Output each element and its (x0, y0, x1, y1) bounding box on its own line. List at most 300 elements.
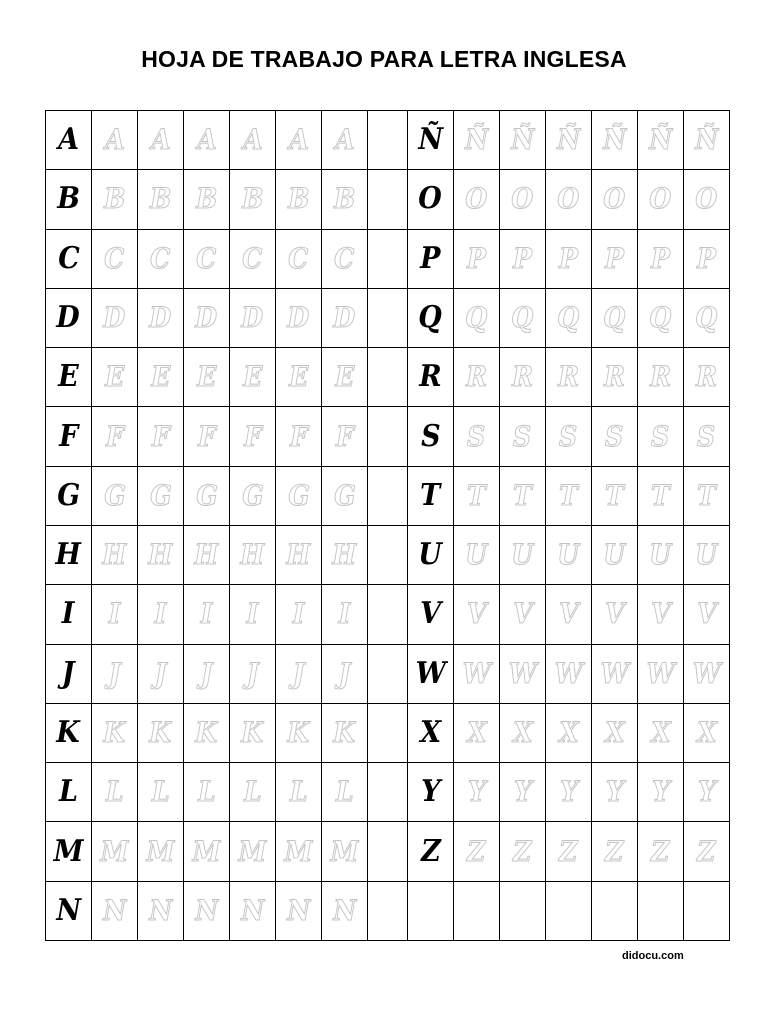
trace-cell (92, 525, 138, 584)
trace-letter: P (651, 241, 670, 275)
trace-cell (454, 407, 500, 466)
trace-cell (276, 466, 322, 525)
trace-cell (684, 111, 730, 170)
trace-letter: H (194, 538, 219, 572)
trace-cell (276, 407, 322, 466)
trace-letter: Z (467, 834, 486, 868)
trace-cell (592, 466, 638, 525)
model-cell (46, 288, 92, 347)
trace-letter: T (651, 478, 670, 512)
practice-cell[interactable] (368, 763, 408, 822)
trace-letter: N (332, 893, 357, 927)
trace-cell (138, 407, 184, 466)
trace-letter: Y (467, 775, 486, 809)
trace-cell (138, 348, 184, 407)
trace-cell (500, 288, 546, 347)
trace-letter: H (240, 538, 265, 572)
trace-cell (592, 229, 638, 288)
trace-cell (592, 703, 638, 762)
trace-letter: J (292, 656, 305, 690)
trace-letter: G (333, 478, 356, 512)
trace-letter: X (696, 715, 717, 749)
trace-letter: L (335, 775, 354, 809)
model-cell (46, 229, 92, 288)
trace-letter: Y (605, 775, 624, 809)
practice-cell[interactable] (368, 348, 408, 407)
trace-letter: P (559, 241, 578, 275)
trace-letter: B (287, 182, 310, 216)
model-cell (408, 111, 454, 170)
model-cell (46, 170, 92, 229)
trace-cell (184, 881, 230, 940)
trace-letter: E (334, 360, 355, 394)
trace-letter: X (650, 715, 671, 749)
letter-grid (45, 110, 730, 941)
empty-cell[interactable] (546, 881, 592, 940)
trace-cell (592, 348, 638, 407)
model-letter: V (420, 596, 441, 632)
trace-cell (638, 525, 684, 584)
trace-letter: F (243, 419, 262, 453)
trace-cell (454, 111, 500, 170)
trace-cell (500, 348, 546, 407)
trace-letter: S (467, 419, 486, 453)
trace-cell (546, 170, 592, 229)
trace-letter: E (104, 360, 125, 394)
trace-cell (500, 111, 546, 170)
practice-cell[interactable] (368, 170, 408, 229)
model-letter: H (55, 537, 82, 573)
trace-letter: G (195, 478, 218, 512)
trace-cell (184, 585, 230, 644)
trace-letter: U (649, 538, 672, 572)
trace-letter: K (241, 715, 264, 749)
trace-cell (638, 466, 684, 525)
trace-cell (546, 822, 592, 881)
trace-cell (500, 763, 546, 822)
trace-letter: L (197, 775, 216, 809)
trace-cell (592, 763, 638, 822)
trace-cell (184, 822, 230, 881)
trace-letter: V (466, 597, 487, 631)
trace-letter: U (695, 538, 718, 572)
trace-cell (138, 229, 184, 288)
trace-cell (592, 170, 638, 229)
trace-letter: N (148, 893, 173, 927)
trace-cell (684, 763, 730, 822)
trace-cell (276, 703, 322, 762)
model-letter: N (56, 892, 81, 928)
trace-cell (92, 822, 138, 881)
practice-cell[interactable] (368, 229, 408, 288)
trace-cell (184, 348, 230, 407)
model-cell (408, 822, 454, 881)
trace-cell (230, 466, 276, 525)
trace-letter: N (194, 893, 219, 927)
trace-letter: A (288, 123, 309, 157)
trace-letter: D (149, 300, 172, 334)
trace-letter: A (104, 123, 125, 157)
trace-cell (684, 288, 730, 347)
grid-row (46, 466, 730, 525)
practice-cell[interactable] (368, 644, 408, 703)
trace-letter: E (242, 360, 263, 394)
trace-cell (92, 170, 138, 229)
trace-cell (684, 822, 730, 881)
trace-cell (684, 229, 730, 288)
trace-letter: V (696, 597, 717, 631)
trace-letter: Z (697, 834, 716, 868)
trace-cell (138, 111, 184, 170)
trace-letter: W (646, 656, 675, 690)
trace-cell (138, 585, 184, 644)
trace-cell (454, 229, 500, 288)
trace-letter: L (289, 775, 308, 809)
model-cell (408, 703, 454, 762)
trace-cell (500, 703, 546, 762)
trace-cell (230, 229, 276, 288)
grid-row (46, 644, 730, 703)
trace-cell (546, 763, 592, 822)
trace-letter: D (103, 300, 126, 334)
trace-cell (276, 111, 322, 170)
trace-letter: Q (465, 300, 488, 334)
practice-cell[interactable] (368, 407, 408, 466)
model-letter: Ñ (418, 122, 443, 158)
trace-cell (684, 466, 730, 525)
trace-letter: H (332, 538, 357, 572)
model-cell (408, 585, 454, 644)
trace-letter: W (600, 656, 629, 690)
trace-letter: N (286, 893, 311, 927)
grid-row (46, 407, 730, 466)
trace-letter: T (605, 478, 624, 512)
empty-cell[interactable] (500, 881, 546, 940)
grid-row (46, 288, 730, 347)
trace-cell (276, 170, 322, 229)
trace-letter: S (513, 419, 532, 453)
practice-cell[interactable] (368, 525, 408, 584)
trace-letter: B (103, 182, 126, 216)
model-letter: U (418, 537, 443, 573)
model-letter: K (56, 714, 81, 750)
empty-cell[interactable] (638, 881, 684, 940)
grid-row (46, 111, 730, 170)
trace-letter: Y (697, 775, 716, 809)
trace-letter: C (196, 241, 217, 275)
trace-cell (322, 229, 368, 288)
practice-cell[interactable] (368, 288, 408, 347)
trace-cell (454, 348, 500, 407)
trace-letter: W (508, 656, 537, 690)
trace-cell (500, 822, 546, 881)
trace-cell (184, 703, 230, 762)
trace-cell (138, 288, 184, 347)
trace-letter: E (288, 360, 309, 394)
trace-cell (92, 703, 138, 762)
trace-letter: T (697, 478, 716, 512)
trace-letter: Ñ (464, 123, 489, 157)
trace-letter: Z (651, 834, 670, 868)
trace-letter: F (151, 419, 170, 453)
trace-cell (230, 644, 276, 703)
trace-cell (638, 644, 684, 703)
trace-letter: M (192, 834, 221, 868)
model-cell (46, 111, 92, 170)
trace-letter: X (558, 715, 579, 749)
trace-cell (638, 288, 684, 347)
trace-letter: U (465, 538, 488, 572)
trace-cell (230, 703, 276, 762)
trace-letter: W (462, 656, 491, 690)
trace-cell (500, 407, 546, 466)
model-cell (408, 348, 454, 407)
trace-cell (546, 525, 592, 584)
trace-letter: S (559, 419, 578, 453)
trace-cell (638, 170, 684, 229)
trace-letter: V (604, 597, 625, 631)
practice-cell[interactable] (368, 466, 408, 525)
trace-letter: C (334, 241, 355, 275)
trace-cell (92, 763, 138, 822)
trace-letter: T (467, 478, 486, 512)
trace-letter: M (284, 834, 313, 868)
trace-cell (92, 229, 138, 288)
trace-cell (592, 644, 638, 703)
trace-cell (638, 348, 684, 407)
trace-cell (230, 170, 276, 229)
trace-letter: M (146, 834, 175, 868)
trace-cell (638, 111, 684, 170)
grid-row (46, 348, 730, 407)
trace-cell (230, 822, 276, 881)
trace-letter: Ñ (556, 123, 581, 157)
model-cell (408, 288, 454, 347)
model-letter: Y (420, 774, 441, 810)
trace-letter: M (330, 834, 359, 868)
trace-cell (92, 585, 138, 644)
trace-letter: P (605, 241, 624, 275)
model-cell (408, 466, 454, 525)
model-cell (46, 407, 92, 466)
trace-cell (638, 822, 684, 881)
trace-cell (184, 288, 230, 347)
trace-letter: I (246, 597, 259, 631)
trace-letter: R (466, 360, 487, 394)
trace-letter: I (338, 597, 351, 631)
model-cell (46, 644, 92, 703)
empty-cell[interactable] (684, 881, 730, 940)
model-cell (46, 585, 92, 644)
trace-cell (322, 644, 368, 703)
worksheet-title: HOJA DE TRABAJO PARA LETRA INGLESA (141, 46, 627, 72)
trace-letter: A (196, 123, 217, 157)
grid-row (46, 822, 730, 881)
trace-letter: X (466, 715, 487, 749)
trace-cell (322, 525, 368, 584)
trace-letter: U (603, 538, 626, 572)
trace-cell (276, 763, 322, 822)
model-letter: W (415, 655, 446, 691)
grid-row (46, 881, 730, 940)
trace-letter: Ñ (510, 123, 535, 157)
trace-letter: V (650, 597, 671, 631)
trace-cell (322, 407, 368, 466)
trace-cell (276, 881, 322, 940)
trace-cell (138, 822, 184, 881)
trace-letter: J (338, 656, 351, 690)
trace-cell (638, 407, 684, 466)
trace-letter: O (557, 182, 580, 216)
trace-cell (592, 822, 638, 881)
trace-letter: R (696, 360, 717, 394)
trace-letter: M (100, 834, 129, 868)
model-letter: O (418, 181, 443, 217)
trace-letter: J (154, 656, 167, 690)
trace-letter: Z (559, 834, 578, 868)
practice-cell[interactable] (368, 703, 408, 762)
trace-cell (454, 288, 500, 347)
trace-letter: G (149, 478, 172, 512)
trace-letter: J (246, 656, 259, 690)
trace-cell (184, 763, 230, 822)
trace-letter: T (559, 478, 578, 512)
trace-letter: D (287, 300, 310, 334)
model-letter: G (56, 477, 81, 513)
trace-letter: H (148, 538, 173, 572)
model-letter: I (62, 596, 75, 632)
trace-letter: R (650, 360, 671, 394)
trace-cell (454, 170, 500, 229)
model-cell (408, 229, 454, 288)
trace-letter: Q (557, 300, 580, 334)
trace-cell (276, 644, 322, 703)
trace-cell (322, 822, 368, 881)
trace-letter: Y (651, 775, 670, 809)
trace-letter: Ñ (648, 123, 673, 157)
trace-letter: U (557, 538, 580, 572)
trace-cell (592, 111, 638, 170)
trace-cell (500, 466, 546, 525)
model-cell (46, 881, 92, 940)
model-letter: A (58, 122, 79, 158)
practice-cell[interactable] (368, 111, 408, 170)
trace-letter: R (512, 360, 533, 394)
model-letter: M (53, 833, 84, 869)
trace-letter: B (195, 182, 218, 216)
trace-letter: Q (649, 300, 672, 334)
model-letter: X (420, 714, 441, 750)
model-cell (46, 822, 92, 881)
model-cell (46, 348, 92, 407)
trace-cell (230, 881, 276, 940)
trace-cell (546, 703, 592, 762)
trace-cell (138, 644, 184, 703)
trace-cell (138, 466, 184, 525)
model-letter: R (419, 359, 442, 395)
trace-cell (454, 466, 500, 525)
trace-cell (138, 525, 184, 584)
trace-cell (184, 407, 230, 466)
trace-cell (230, 525, 276, 584)
trace-letter: A (150, 123, 171, 157)
trace-cell (230, 585, 276, 644)
trace-cell (592, 288, 638, 347)
model-letter: C (57, 240, 80, 276)
trace-letter: R (604, 360, 625, 394)
trace-cell (546, 644, 592, 703)
trace-letter: X (512, 715, 533, 749)
trace-cell (322, 288, 368, 347)
trace-letter: G (287, 478, 310, 512)
footer-watermark: didocu.com (622, 950, 684, 962)
trace-letter: K (103, 715, 126, 749)
trace-letter: V (558, 597, 579, 631)
trace-cell (684, 407, 730, 466)
trace-cell (92, 644, 138, 703)
trace-cell (92, 881, 138, 940)
trace-letter: G (241, 478, 264, 512)
trace-cell (322, 170, 368, 229)
model-letter: T (420, 477, 441, 513)
trace-letter: A (242, 123, 263, 157)
trace-letter: W (692, 656, 721, 690)
model-cell (408, 644, 454, 703)
trace-cell (230, 407, 276, 466)
trace-cell (638, 585, 684, 644)
trace-letter: E (196, 360, 217, 394)
trace-letter: P (513, 241, 532, 275)
trace-cell (454, 585, 500, 644)
empty-cell[interactable] (454, 881, 500, 940)
trace-letter: D (241, 300, 264, 334)
trace-cell (454, 525, 500, 584)
trace-letter: S (651, 419, 670, 453)
trace-cell (184, 644, 230, 703)
model-cell (46, 466, 92, 525)
trace-cell (454, 763, 500, 822)
trace-cell (684, 348, 730, 407)
trace-cell (500, 585, 546, 644)
trace-cell (546, 585, 592, 644)
trace-letter: T (513, 478, 532, 512)
trace-letter: C (288, 241, 309, 275)
grid-row (46, 585, 730, 644)
trace-cell (546, 348, 592, 407)
grid-row (46, 229, 730, 288)
trace-cell (500, 170, 546, 229)
empty-cell[interactable] (408, 881, 454, 940)
trace-cell (684, 525, 730, 584)
empty-cell[interactable] (592, 881, 638, 940)
practice-cell[interactable] (368, 585, 408, 644)
trace-letter: N (240, 893, 265, 927)
trace-cell (184, 525, 230, 584)
trace-letter: K (195, 715, 218, 749)
practice-cell[interactable] (368, 822, 408, 881)
trace-letter: Y (513, 775, 532, 809)
grid-row (46, 763, 730, 822)
trace-letter: I (200, 597, 213, 631)
trace-cell (230, 288, 276, 347)
trace-letter: J (200, 656, 213, 690)
trace-letter: I (108, 597, 121, 631)
model-cell (46, 525, 92, 584)
trace-letter: Y (559, 775, 578, 809)
trace-letter: I (292, 597, 305, 631)
practice-cell[interactable] (368, 881, 408, 940)
model-letter: Z (420, 833, 441, 869)
